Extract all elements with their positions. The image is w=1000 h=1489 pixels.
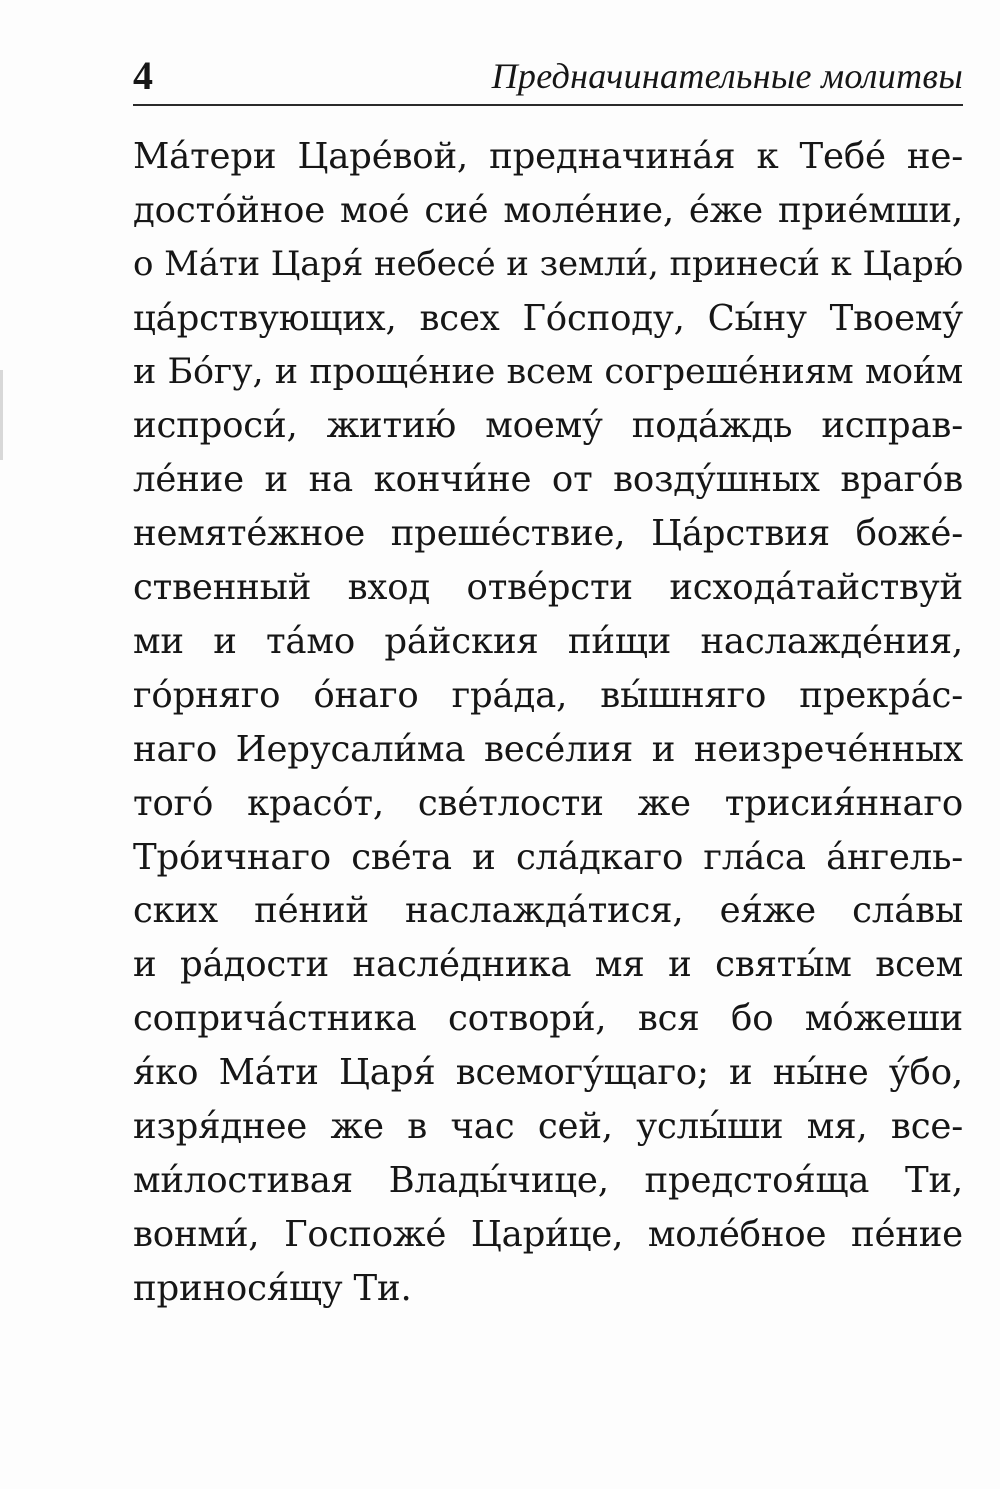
- text-line: наго Иерусали́ма весе́лия и неизрече́нных: [133, 728, 963, 770]
- text-line: принося́щу Ти.: [133, 1267, 412, 1309]
- running-title: Предначинательные молитвы: [491, 56, 963, 96]
- text-line: ми и та́мо ра́йския пи́щи наслажде́ния,: [133, 621, 963, 663]
- text-line: того́ красо́т, све́тлости же трисия́ннаго: [133, 782, 963, 824]
- header-rule: [133, 104, 963, 106]
- text-line: Тро́ичнаго све́та и сла́дкаго гла́са а́нгель-: [133, 836, 963, 878]
- text-line: изря́днее же в час сей, услы́ши мя, все-: [133, 1106, 963, 1148]
- text-line: я́ко Ма́ти Царя́ всемогу́щаго; и ны́не у́бо,: [133, 1052, 963, 1094]
- text-line: испроси́, житию́ моему́ пода́ждь исправ-: [133, 405, 963, 447]
- text-line: и Бо́гу, и проще́ние всем согреше́ниям мои́м: [133, 351, 963, 392]
- page-number: 4: [133, 53, 153, 98]
- prayer-text: [133, 130, 963, 1316]
- text-line: вонми́, Госпоже́ Цари́це, моле́бное пе́ние: [133, 1213, 963, 1255]
- text-line: го́рняго о́наго гра́да, вы́шняго прекра́с-: [133, 674, 963, 716]
- text-line: о Ма́ти Царя́ небесе́ и земли́, принеси́ к Царю́: [133, 243, 963, 284]
- text-line: Ма́тери Царе́вой, предначина́я к Тебе́ не-: [133, 136, 963, 177]
- text-line: и ра́дости насле́дника мя и святы́м всем: [133, 944, 963, 986]
- page-edge-shadow: [0, 370, 3, 460]
- text-line: соприча́стника сотвори́, вся бо мо́жеши: [133, 998, 963, 1040]
- text-line: досто́йное мое́ сие́ моле́ние, е́же прие́мши,: [133, 189, 963, 231]
- text-line: ских пе́ний наслажда́тися, ея́же сла́вы: [133, 890, 963, 932]
- text-line: ца́рствующих, всех Го́споду, Сы́ну Твоему́: [133, 297, 963, 339]
- text-line: ми́лостивая Влады́чице, предстоя́ща Ти,: [133, 1159, 963, 1201]
- running-header: [133, 48, 963, 106]
- text-line: ле́ние и на кончи́не от возду́шных враго́в: [133, 459, 963, 501]
- text-line: немяте́жное преше́ствие, Ца́рствия боже́-: [133, 513, 963, 555]
- text-line: ственный вход отве́рсти исхода́тайствуй: [133, 567, 963, 609]
